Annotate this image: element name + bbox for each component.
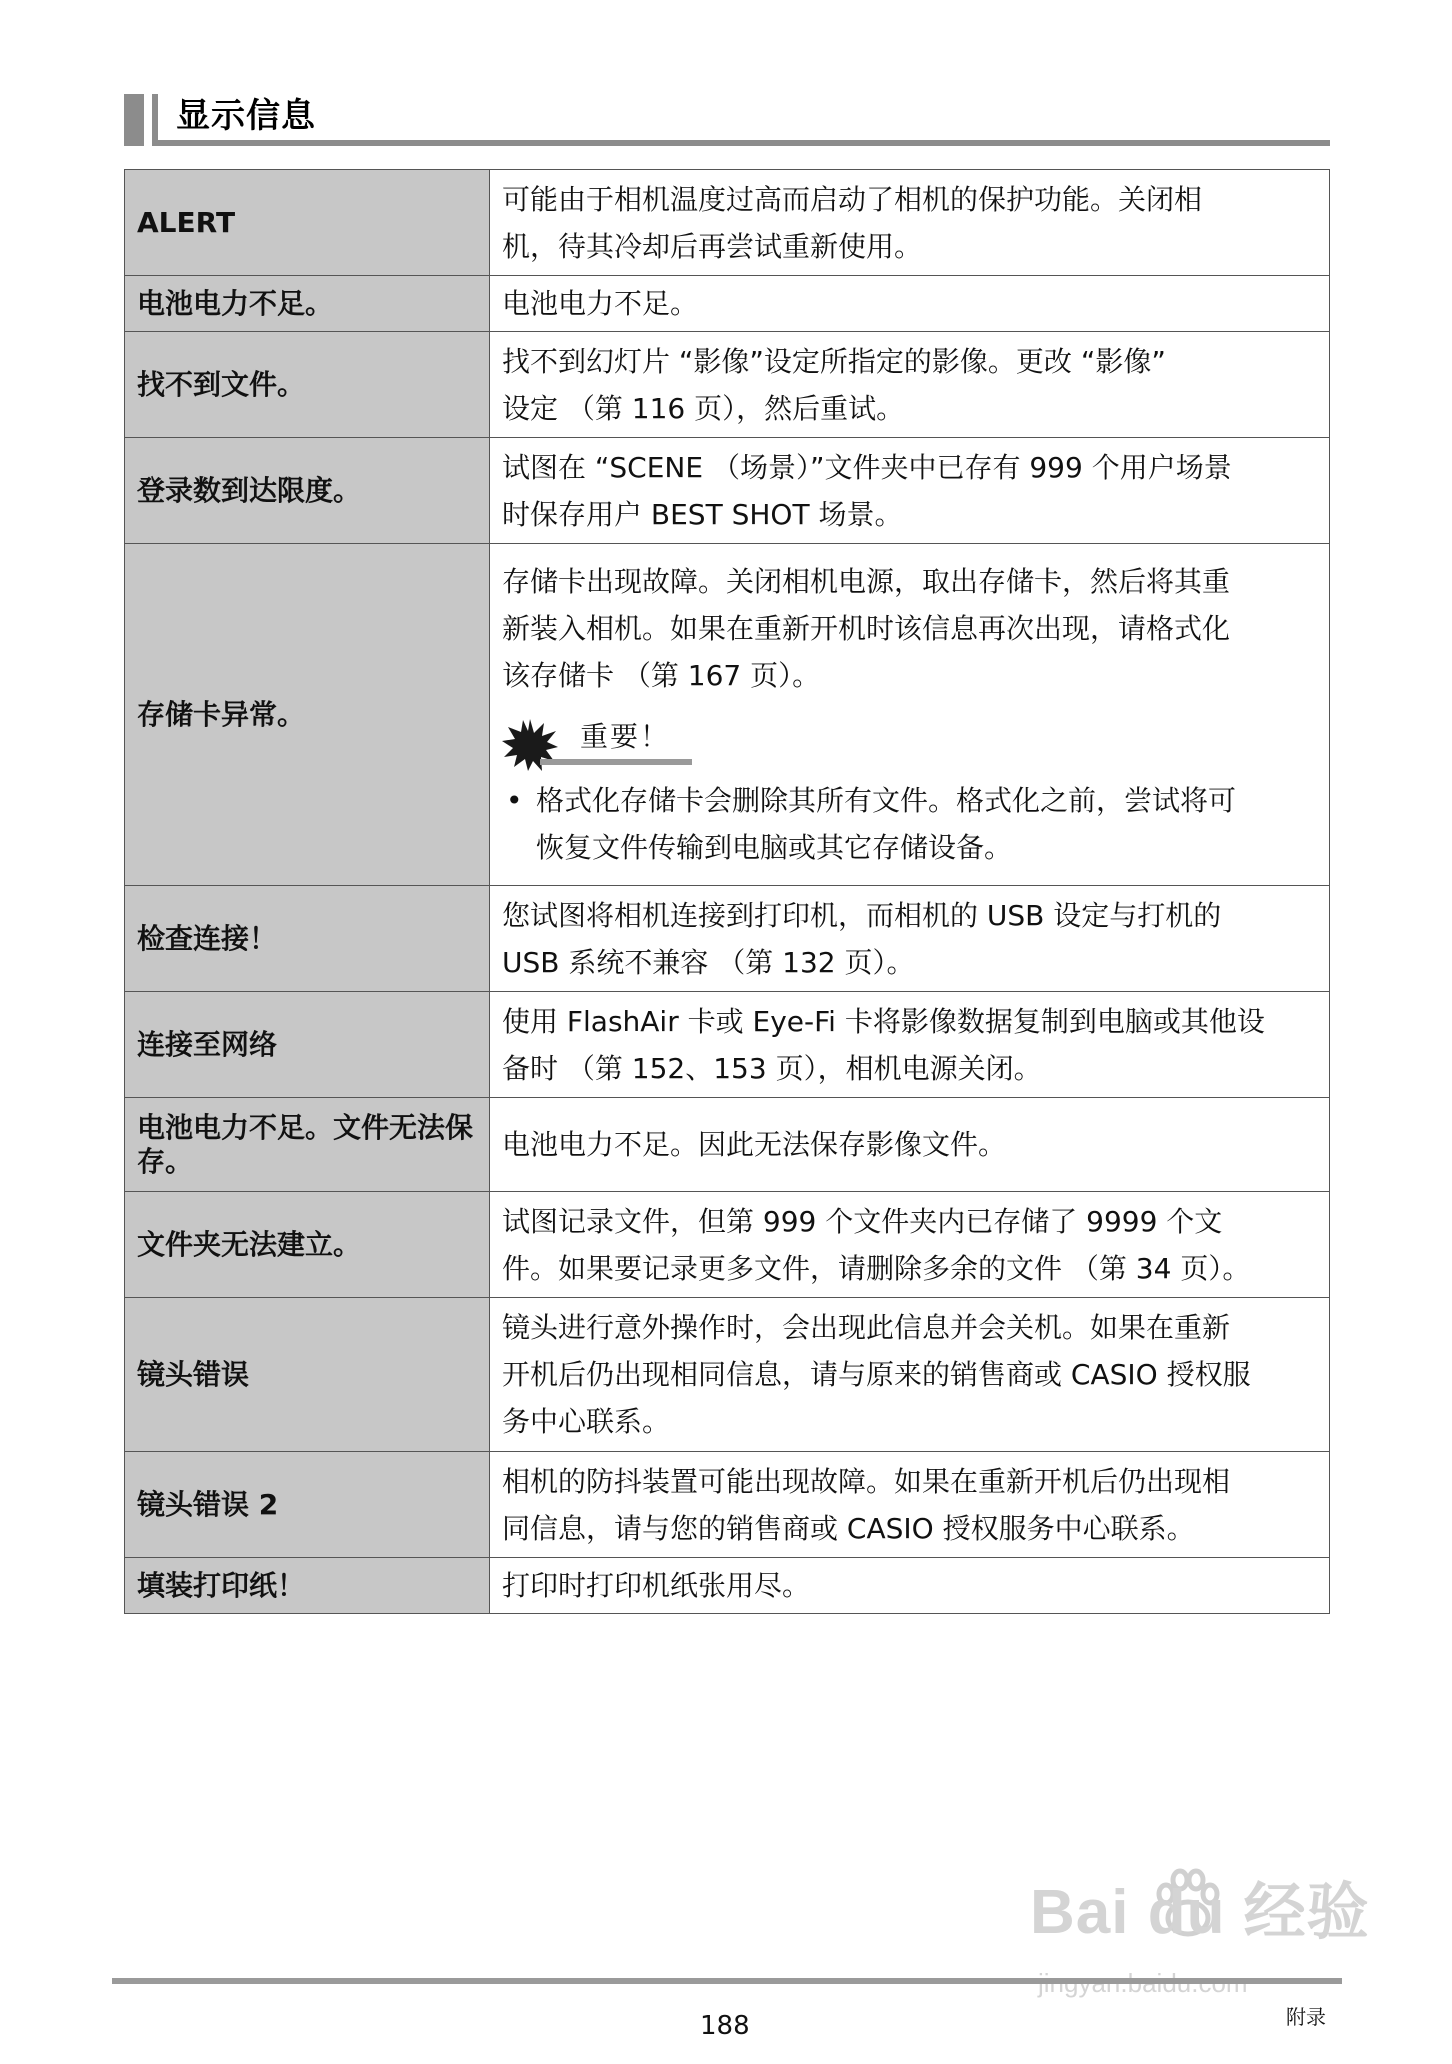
desc-line: 同信息，请与您的销售商或 CASIO 授权服务中心联系。	[502, 1511, 1195, 1545]
table-row	[125, 170, 1330, 276]
desc-line: 试图在 “SCENE （场景）”文件夹中已存有 999 个用户场景	[502, 450, 1232, 484]
desc-line: 试图记录文件，但第 999 个文件夹内已存储了 9999 个文	[502, 1204, 1223, 1238]
bullet-line: 格式化存储卡会删除其所有文件。格式化之前，尝试将可	[536, 784, 1237, 817]
important-note-header	[502, 713, 692, 777]
bullet-list	[502, 777, 1317, 871]
desc-line: USB 系统不兼容 （第 132 页）。	[502, 945, 915, 979]
watermark-brand: Bai du 经验	[1030, 1878, 1370, 1947]
desc-line: 务中心联系。	[502, 1405, 671, 1438]
bullet-line: 恢复文件传输到电脑或其它存储设备。	[536, 831, 1013, 864]
message-label: 电池电力不足。文件无法保存。	[125, 1098, 490, 1192]
table-row	[125, 1192, 1330, 1298]
message-label: ALERT	[125, 170, 490, 276]
message-description	[490, 1452, 1330, 1558]
message-label: 镜头错误 2	[125, 1452, 490, 1558]
message-label: 填装打印纸！	[125, 1558, 490, 1614]
desc-line: 电池电力不足。因此无法保存影像文件。	[502, 1128, 1007, 1161]
message-label: 电池电力不足。	[125, 276, 490, 332]
desc-line: 使用 FlashAir 卡或 Eye-Fi 卡将影像数据复制到电脑或其他设	[502, 1004, 1265, 1038]
baidu-watermark	[1030, 1860, 1370, 2010]
desc-line: 相机的防抖装置可能出现故障。如果在重新开机后仍出现相	[502, 1464, 1231, 1498]
desc-line: 备时 （第 152、153 页），相机电源关闭。	[502, 1051, 1042, 1085]
message-label: 检查连接！	[125, 886, 490, 992]
desc-line: 设定 （第 116 页），然后重试。	[502, 391, 905, 425]
desc-line: 可能由于相机温度过高而启动了相机的保护功能。关闭相	[502, 182, 1203, 216]
desc-line: 时保存用户 BEST SHOT 场景。	[502, 497, 903, 531]
message-description	[490, 276, 1330, 332]
message-label: 文件夹无法建立。	[125, 1192, 490, 1298]
appendix-label: 附录	[1286, 2005, 1326, 2029]
important-underline	[540, 759, 692, 765]
bullet-dot: •	[506, 784, 523, 817]
desc-line: 开机后仍出现相同信息，请与原来的销售商或 CASIO 授权服	[502, 1358, 1251, 1391]
header-underline	[152, 140, 1330, 146]
message-label: 找不到文件。	[125, 332, 490, 438]
table-row	[125, 544, 1330, 886]
table-row	[125, 1558, 1330, 1614]
desc-line: 机，待其冷却后再尝试重新使用。	[502, 229, 923, 263]
message-description	[490, 1298, 1330, 1452]
table-row	[125, 276, 1330, 332]
section-title: 显示信息	[176, 96, 316, 136]
header-bar-thick	[124, 94, 144, 146]
message-label: 登录数到达限度。	[125, 438, 490, 544]
table-row	[125, 438, 1330, 544]
message-description	[490, 1192, 1330, 1298]
desc-line: 您试图将相机连接到打印机，而相机的 USB 设定与打机的	[502, 898, 1222, 932]
desc-line: 打印时打印机纸张用尽。	[502, 1569, 811, 1602]
message-description	[490, 544, 1330, 886]
message-description	[490, 438, 1330, 544]
header-bar-thin	[152, 94, 158, 146]
message-description	[490, 992, 1330, 1098]
message-label: 连接至网络	[125, 992, 490, 1098]
message-label: 镜头错误	[125, 1298, 490, 1452]
table-row	[125, 1298, 1330, 1452]
table-row	[125, 1452, 1330, 1558]
desc-line: 找不到幻灯片 “影像”设定所指定的影像。更改 “影像”	[502, 344, 1166, 378]
message-table	[124, 169, 1330, 1614]
list-item	[502, 777, 1317, 871]
message-description	[490, 332, 1330, 438]
message-label: 存储卡异常。	[125, 544, 490, 886]
desc-line: 存储卡出现故障。关闭相机电源，取出存储卡，然后将其重	[502, 565, 1231, 598]
section-header	[124, 94, 1330, 146]
table-row	[125, 1098, 1330, 1192]
page-number: 188	[700, 2011, 750, 2041]
message-description	[490, 886, 1330, 992]
message-description	[490, 1098, 1330, 1192]
message-description	[490, 1558, 1330, 1614]
table-row	[125, 332, 1330, 438]
footer-rule	[112, 1978, 1342, 1984]
desc-line: 镜头进行意外操作时，会出现此信息并会关机。如果在重新	[502, 1311, 1231, 1344]
table-row	[125, 886, 1330, 992]
desc-line: 该存储卡 （第 167 页）。	[502, 659, 821, 692]
important-label: 重要！	[580, 720, 671, 753]
table-row	[125, 992, 1330, 1098]
desc-line: 电池电力不足。	[502, 287, 699, 320]
desc-line: 件。如果要记录更多文件，请删除多余的文件 （第 34 页）。	[502, 1251, 1251, 1285]
message-description	[490, 170, 1330, 276]
desc-line: 新装入相机。如果在重新开机时该信息再次出现，请格式化	[502, 612, 1231, 645]
